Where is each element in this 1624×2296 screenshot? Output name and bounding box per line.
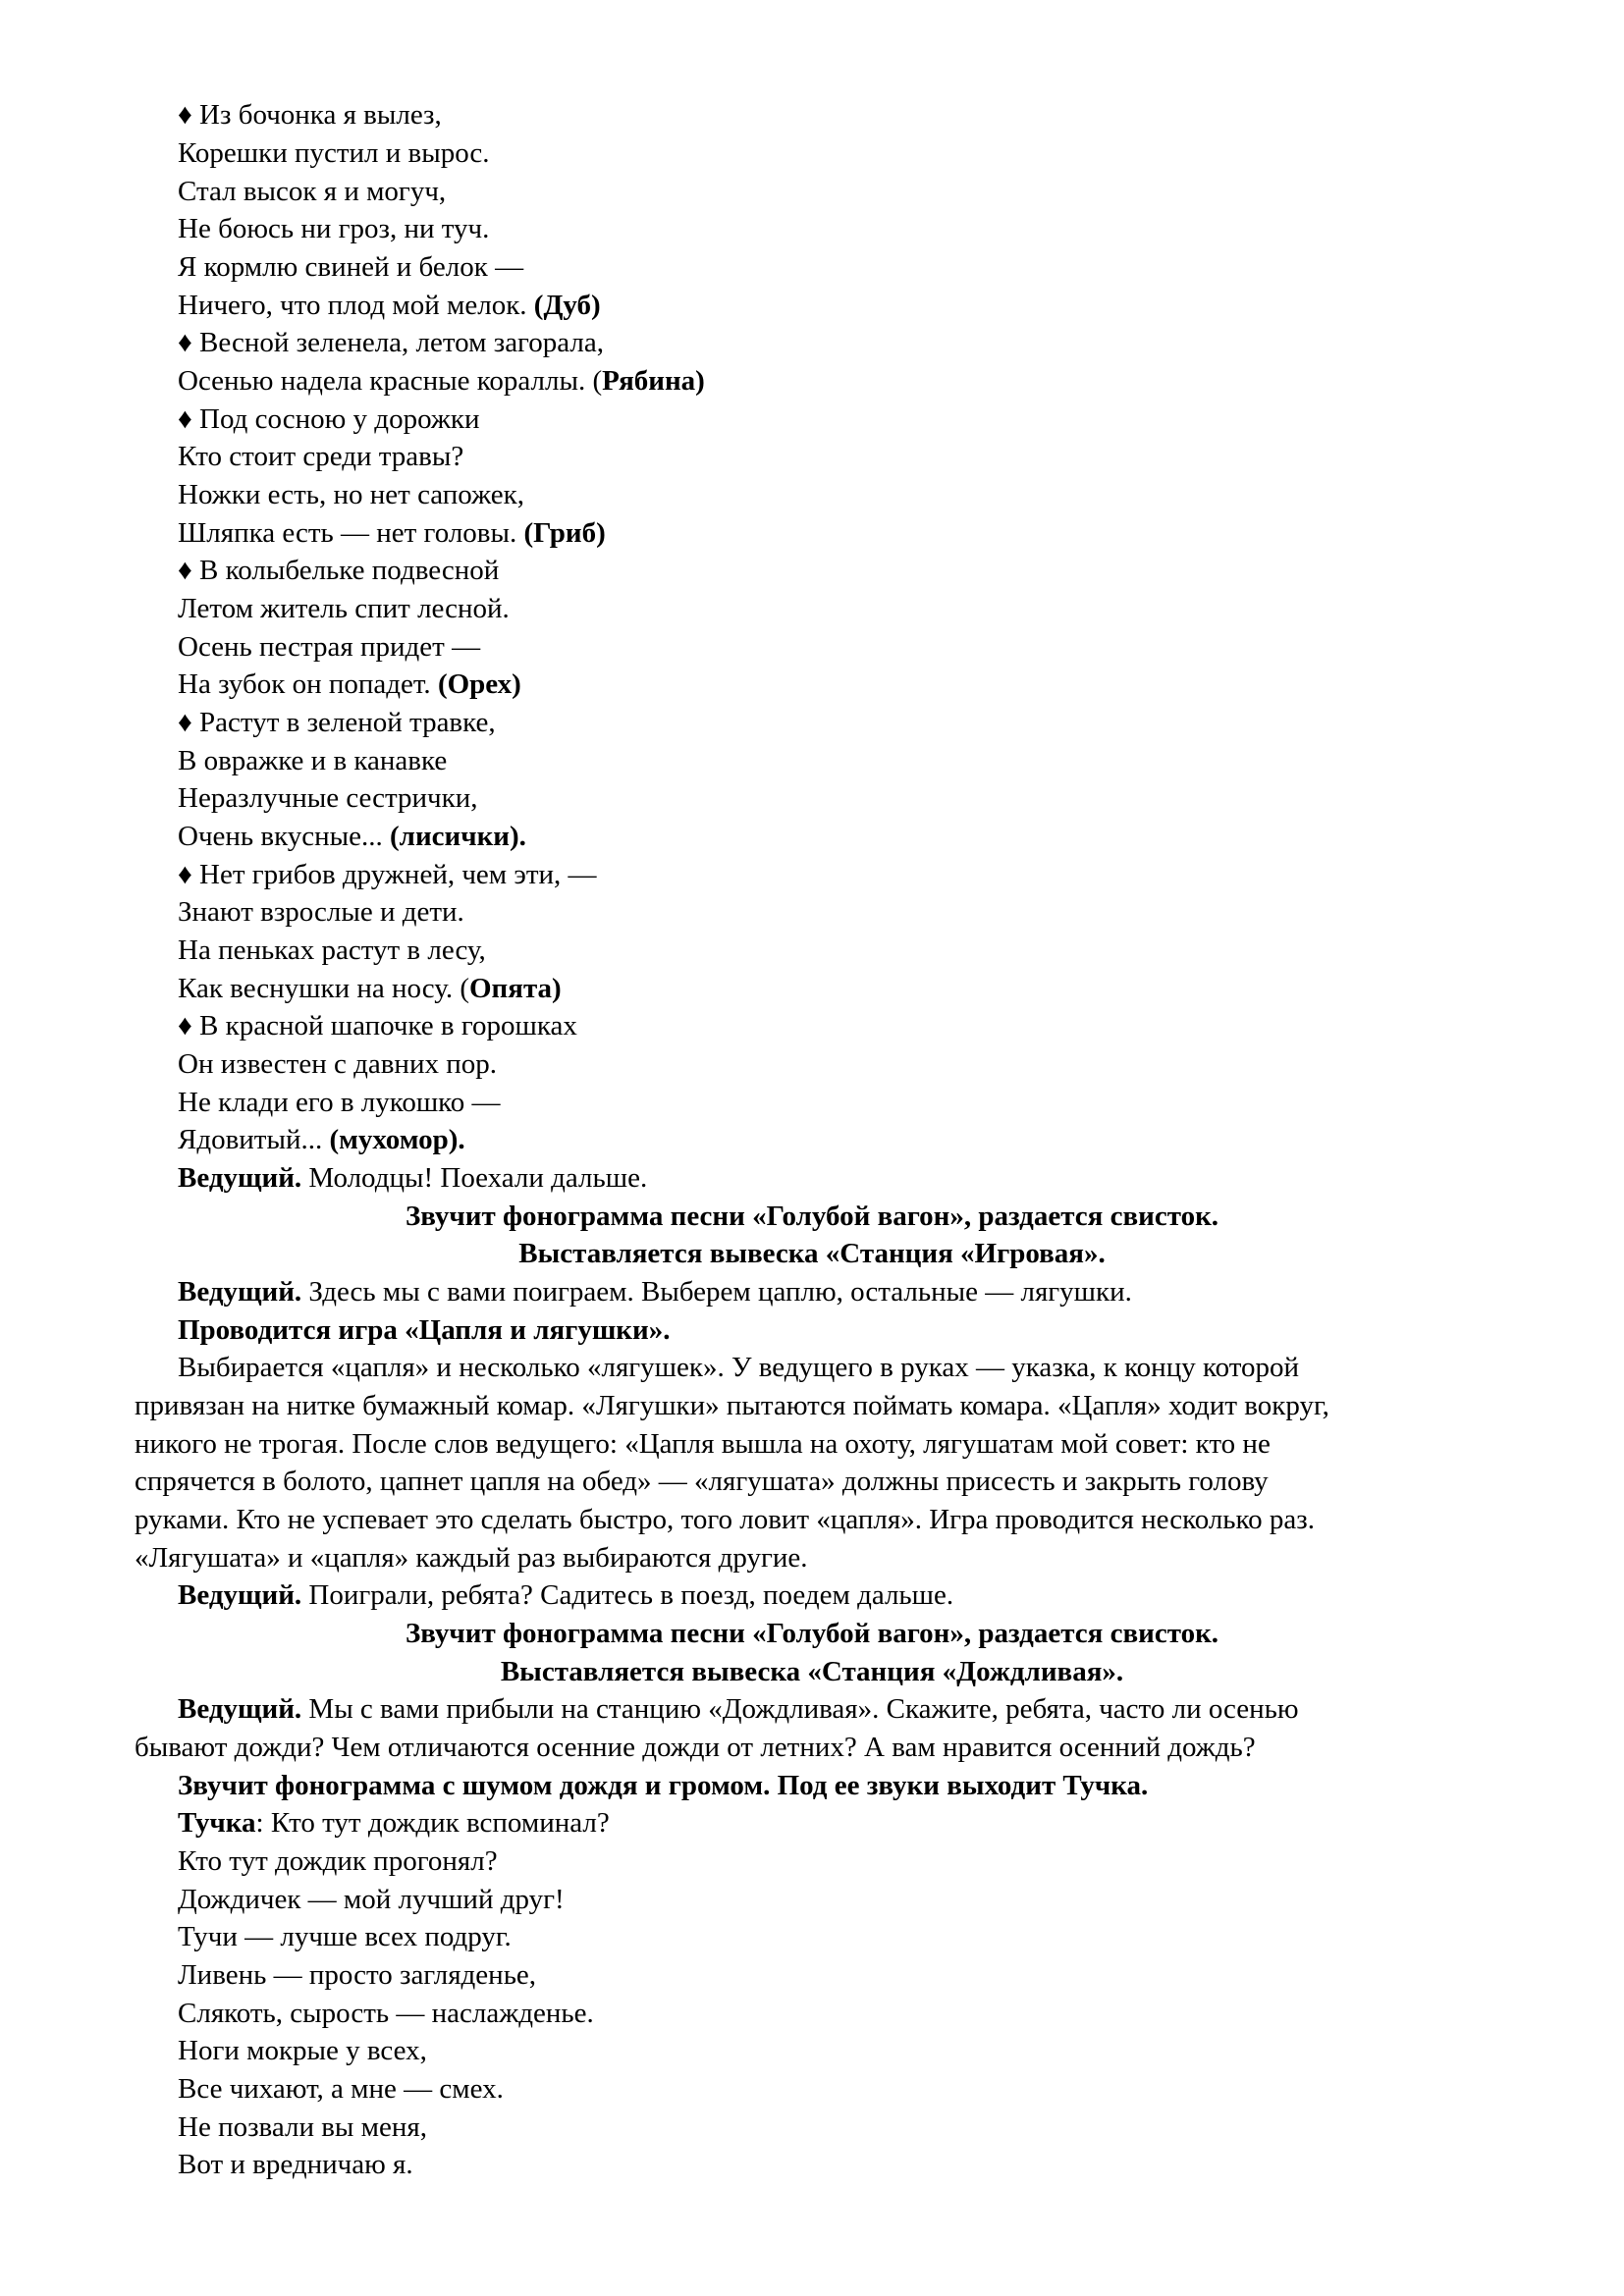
riddle-answer: (лисички).	[390, 821, 526, 852]
riddle-line: Кто стоит среди травы?	[178, 441, 464, 472]
speaker-label: Тучка	[178, 1807, 256, 1839]
riddle-answer: Рябина)	[602, 365, 705, 397]
cloud-line: Ноги мокрые у всех,	[178, 2035, 427, 2066]
host-line	[178, 1690, 1299, 1728]
stage-direction: Выставляется вывеска «Станция «Дождливая».	[500, 1656, 1124, 1687]
riddle-text: Очень вкусные...	[178, 821, 391, 852]
game-desc-line: руками. Кто не успевает это сделать быстро, того ловит «цапля». Игра проводится несколько раз.	[135, 1504, 1315, 1535]
riddle-text: Осенью надела красные кораллы. (	[178, 365, 603, 397]
riddle-line	[178, 1121, 465, 1158]
riddle-text: Как веснушки на носу. (	[178, 973, 469, 1004]
riddle-line	[178, 514, 606, 552]
host-line	[178, 1159, 647, 1197]
stage-direction: Выставляется вывеска «Станция «Игровая».	[518, 1238, 1106, 1269]
host-text: Здесь мы с вами поиграем. Выберем цаплю, остальные — лягушки.	[301, 1276, 1132, 1308]
riddle-line: ♦ Нет грибов дружней, чем эти, —	[178, 859, 597, 890]
riddle-line: Я кормлю свиней и белок —	[178, 251, 524, 283]
riddle-line: Осень пестрая придет —	[178, 631, 481, 663]
game-desc-line: спрячется в болото, цапнет цапля на обед» — «лягушата» должны присесть и закрыть голову	[135, 1466, 1269, 1497]
riddle-line	[178, 666, 521, 703]
riddle-line: ♦ Весной зеленела, летом загорала,	[178, 327, 604, 358]
cloud-line: Вот и вредничаю я.	[178, 2149, 413, 2180]
riddle-answer: (Орех)	[437, 668, 521, 700]
riddle-line: Неразлучные сестрички,	[178, 782, 478, 814]
riddle-text: Шляпка есть — нет головы.	[178, 517, 524, 549]
riddle-answer: (Дуб)	[533, 290, 601, 321]
game-desc-line: никого не трогая. После слов ведущего: «Цапля вышла на охоту, лягушатам мой совет: кто не	[135, 1428, 1271, 1460]
host-line	[178, 1576, 953, 1614]
host-line	[178, 1273, 1132, 1310]
cloud-line: Дождичек — мой лучший друг!	[178, 1884, 565, 1915]
riddle-line: ♦ Под сосною у дорожки	[178, 403, 480, 435]
riddle-line: ♦ В колыбельке подвесной	[178, 555, 500, 586]
stage-direction: Звучит фонограмма с шумом дождя и громом. Под ее звуки выходит Тучка.	[178, 1770, 1149, 1801]
riddle-line: ♦ В красной шапочке в горошках	[178, 1010, 577, 1041]
cloud-line	[178, 1804, 610, 1842]
stage-direction: Звучит фонограмма песни «Голубой вагон», раздается свисток.	[405, 1201, 1219, 1232]
riddle-line: Знают взрослые и дети.	[178, 896, 464, 928]
host-text: Мы с вами прибыли на станцию «Дождливая». Скажите, ребята, часто ли осенью	[301, 1693, 1299, 1725]
cloud-line: Все чихают, а мне — смех.	[178, 2073, 504, 2105]
riddle-line: На пеньках растут в лесу,	[178, 934, 486, 966]
riddle-line	[178, 818, 526, 855]
riddle-line	[178, 287, 601, 324]
speaker-label: Ведущий.	[178, 1276, 302, 1308]
host-line-cont: бывают дожди? Чем отличаются осенние дожди от летних? А вам нравится осенний дождь?	[135, 1732, 1256, 1763]
cloud-line: Ливень — просто загляденье,	[178, 1959, 537, 1991]
riddle-text: На зубок он попадет.	[178, 668, 438, 700]
riddle-text: Ядовитый...	[178, 1124, 330, 1155]
riddle-line	[178, 970, 562, 1007]
speaker-label: Ведущий.	[178, 1162, 302, 1194]
game-title: Проводится игра «Цапля и лягушки».	[178, 1314, 671, 1346]
speaker-label: Ведущий.	[178, 1693, 302, 1725]
riddle-text: Ничего, что плод мой мелок.	[178, 290, 534, 321]
game-desc-line: «Лягушата» и «цапля» каждый раз выбираются другие.	[135, 1542, 808, 1574]
riddle-line: Летом житель спит лесной.	[178, 593, 510, 624]
cloud-line: Слякоть, сырость — наслажденье.	[178, 1998, 594, 2029]
stage-direction: Звучит фонограмма песни «Голубой вагон», раздается свисток.	[405, 1618, 1219, 1649]
riddle-answer: Опята)	[469, 973, 562, 1004]
host-text: Молодцы! Поехали дальше.	[301, 1162, 648, 1194]
riddle-answer: (Гриб)	[523, 517, 606, 549]
cloud-line: Тучи — лучше всех подруг.	[178, 1921, 512, 1952]
riddle-line: Не клади его в лукошко —	[178, 1087, 501, 1118]
riddle-answer: (мухомор).	[329, 1124, 465, 1155]
cloud-line: Кто тут дождик прогонял?	[178, 1845, 498, 1877]
cloud-text: : Кто тут дождик вспоминал?	[255, 1807, 610, 1839]
game-desc-line: Выбирается «цапля» и несколько «лягушек». У ведущего в руках — указка, к концу которой	[178, 1352, 1300, 1383]
cloud-line: Не позвали вы меня,	[178, 2111, 427, 2143]
riddle-line: Корешки пустил и вырос.	[178, 137, 490, 169]
riddle-line: Стал высок я и могуч,	[178, 176, 447, 207]
riddle-line: ♦ Из бочонка я вылез,	[178, 99, 442, 131]
riddle-line	[178, 362, 705, 400]
riddle-line: Он известен с давних пор.	[178, 1048, 497, 1080]
host-text: Поиграли, ребята? Садитесь в поезд, поедем дальше.	[301, 1579, 954, 1611]
riddle-line: ♦ Растут в зеленой травке,	[178, 707, 496, 738]
speaker-label: Ведущий.	[178, 1579, 302, 1611]
riddle-line: В овражке и в канавке	[178, 745, 448, 776]
riddle-line: Не боюсь ни гроз, ни туч.	[178, 213, 490, 244]
riddle-line: Ножки есть, но нет сапожек,	[178, 479, 524, 510]
game-desc-line: привязан на нитке бумажный комар. «Лягушки» пытаются поймать комара. «Цапля» ходит вокруг,	[135, 1390, 1329, 1421]
